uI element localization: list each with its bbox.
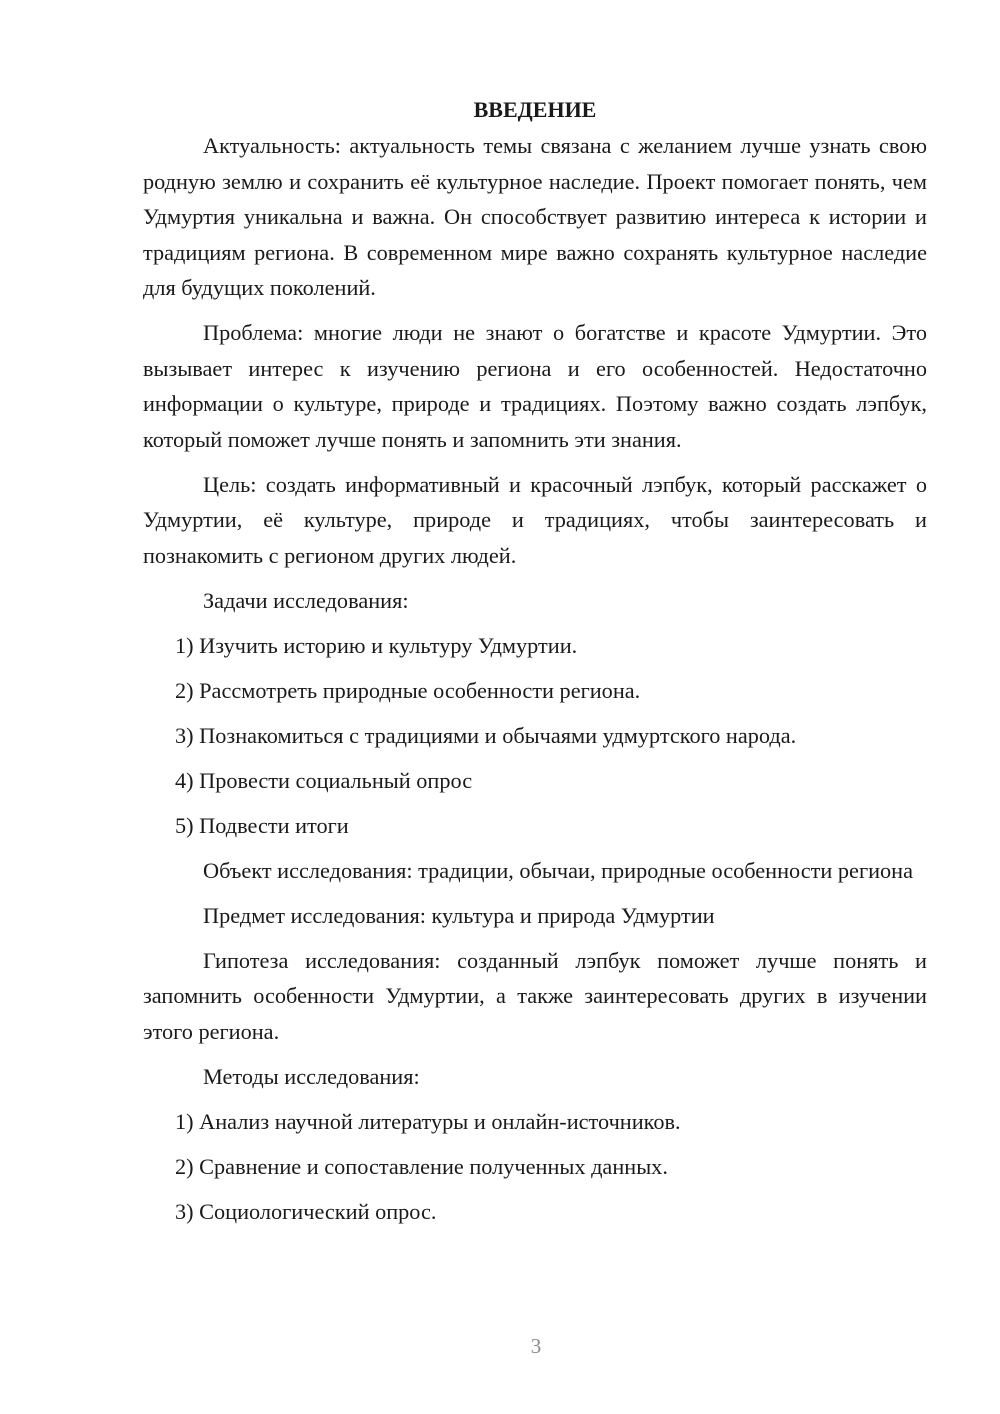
list-item: 3) Познакомиться с традициями и обычаями удмуртского народа. [175,722,797,748]
list-item: 3) Социологический опрос. [175,1198,437,1224]
methods-heading: Методы исследования: [203,1063,420,1089]
document-page [143,92,927,1239]
list-item: 2) Рассмотреть природные особенности региона. [175,677,641,703]
list-item: 1) Анализ научной литературы и онлайн-источников. [175,1108,681,1134]
list-item: 5) Подвести итоги [175,812,349,838]
hypothesis-paragraph: Гипотеза исследования: созданный лэпбук поможет лучше понять и запомнить особенности Удмуртии, а также заинтересовать других в изучении этого региона. [143,947,927,1044]
list-item: 2) Сравнение и сопоставление полученных данных. [175,1153,668,1179]
list-item: 4) Провести социальный опрос [175,767,473,793]
list-item: 1) Изучить историю и культуру Удмуртии. [175,632,578,658]
object-paragraph: Объект исследования: традиции, обычаи, природные особенности региона [203,857,913,883]
tasks-list [143,628,927,844]
section-title: ВВЕДЕНИЕ [473,97,597,122]
tasks-heading: Задачи исследования: [203,587,409,613]
relevance-paragraph: Актуальность: актуальность темы связана с желанием лучше узнать свою родную землю и сохранить её культурное наследие. Проект помогает понять, чем Удмуртия уникальна и важна. Он способствует развитию интереса к истории и традициям региона. В современном мире важно сохранять культурное наследие для будущих поколений. [143,133,927,300]
goal-paragraph: Цель: создать информативный и красочный лэпбук, который расскажет о Удмуртии, её культуре, природе и традициях, чтобы заинтересовать и познакомить с регионом других людей. [143,471,927,568]
page-number: 3 [530,1334,542,1358]
subject-paragraph: Предмет исследования: культура и природа Удмуртии [203,902,715,928]
methods-list [143,1104,927,1230]
problem-paragraph: Проблема: многие люди не знают о богатстве и красоте Удмуртии. Это вызывает интерес к изучению региона и его особенностей. Недостаточно информации о культуре, природе и традициях. Поэтому важно создать лэпбук, который поможет лучше понять и запомнить эти знания. [143,320,927,452]
